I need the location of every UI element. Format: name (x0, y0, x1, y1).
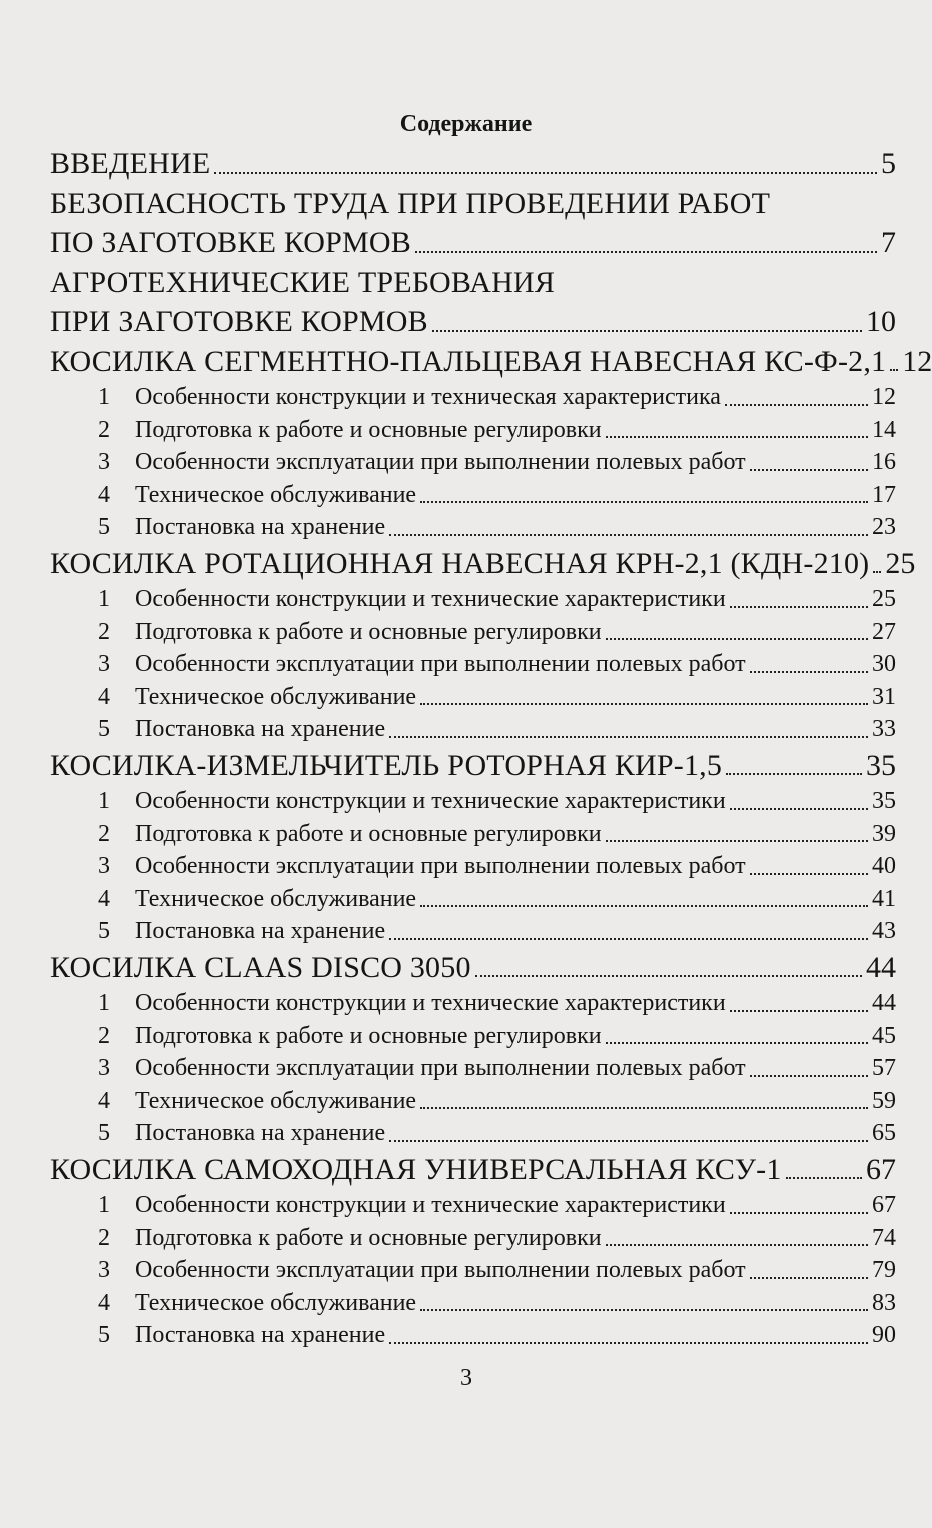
dot-leader (606, 1244, 868, 1246)
entry-title: Постановка на хранение (135, 1322, 386, 1348)
toc-subsection-entry (50, 1085, 896, 1118)
entry-title: КОСИЛКА-ИЗМЕЛЬЧИТЕЛЬ РОТОРНАЯ КИР-1,5 (50, 748, 723, 782)
entry-title: Подготовка к работе и основные регулировки (135, 820, 602, 847)
toc-subsection-entry (50, 1319, 896, 1352)
entry-page-number: 67 (866, 1152, 896, 1186)
section-number: 4 (98, 1289, 110, 1316)
entry-title: ПРИ ЗАГОТОВКЕ КОРМОВ (50, 305, 428, 338)
dot-leader (420, 905, 868, 907)
entry-title: Особенности конструкции и техническая характеристика (135, 384, 721, 410)
section-number: 3 (98, 1257, 110, 1283)
entry-title: ПО ЗАГОТОВКЕ КОРМОВ (50, 226, 411, 259)
entry-page-number: 7 (881, 226, 896, 259)
entry-page-number: 79 (872, 1257, 896, 1283)
entry-title: Техническое обслуживание (135, 885, 417, 912)
dot-leader (420, 703, 868, 705)
section-number: 3 (98, 853, 110, 879)
section-number: 4 (98, 1087, 110, 1114)
dot-leader (750, 469, 868, 471)
section-number: 5 (98, 1322, 110, 1348)
section-number: 4 (98, 481, 110, 508)
entry-title: Особенности эксплуатации при выполнении полевых работ (135, 1055, 746, 1081)
entry-page-number: 59 (872, 1087, 896, 1114)
entry-page-number: 10 (866, 305, 896, 338)
dot-leader (730, 606, 868, 608)
entry-page-number: 90 (872, 1322, 896, 1348)
section-number: 1 (98, 586, 110, 612)
toc-subsection-entry (50, 883, 896, 916)
toc-chapter-entry (50, 544, 916, 584)
dot-leader (725, 404, 868, 406)
entry-title: Особенности эксплуатации при выполнении полевых работ (135, 651, 746, 677)
dot-leader (389, 1342, 868, 1344)
toc-chapter-entry (50, 184, 896, 224)
entry-page-number: 17 (872, 481, 896, 508)
toc-chapter-entry (50, 948, 896, 988)
toc-subsection-entry (50, 1117, 896, 1150)
entry-title: Подготовка к работе и основные регулировки (135, 1022, 602, 1049)
section-number: 3 (98, 449, 110, 475)
entry-page-number: 83 (872, 1289, 896, 1316)
entry-title: КОСИЛКА РОТАЦИОННАЯ НАВЕСНАЯ КРН-2,1 (КДН-210) (50, 546, 870, 580)
toc-subsection-entry (50, 681, 896, 714)
section-number: 1 (98, 384, 110, 410)
toc-subsection-entry (50, 1052, 896, 1085)
entry-page-number: 43 (872, 918, 896, 944)
entry-title: Техническое обслуживание (135, 683, 417, 710)
table-of-contents (50, 144, 932, 1352)
entry-title: Особенности конструкции и технические характеристики (135, 1192, 726, 1218)
entry-page-number: 16 (872, 449, 896, 475)
section-number: 1 (98, 990, 110, 1016)
toc-subsection-entry (50, 414, 896, 447)
toc-subsection-entry (50, 616, 896, 649)
entry-title: Постановка на хранение (135, 514, 386, 540)
dot-leader (730, 808, 868, 810)
toc-subsection-entry (50, 850, 896, 883)
toc-subsection-entry (50, 1254, 896, 1287)
section-number: 3 (98, 1055, 110, 1081)
entry-title: Постановка на хранение (135, 716, 386, 742)
toc-subsection-entry (50, 583, 896, 616)
entry-page-number: 25 (885, 546, 916, 580)
entry-title: Особенности эксплуатации при выполнении полевых работ (135, 853, 746, 879)
toc-subsection-entry (50, 915, 896, 948)
toc-subsection-entry (50, 479, 896, 512)
toc-subsection-entry (50, 1287, 896, 1320)
entry-title: Особенности конструкции и технические характеристики (135, 586, 726, 612)
section-number: 2 (98, 618, 110, 645)
toc-subsection-entry (50, 785, 896, 818)
page-number: 3 (460, 1365, 472, 1391)
toc-chapter-entry (50, 144, 896, 184)
entry-page-number: 27 (872, 618, 896, 645)
section-number: 3 (98, 651, 110, 677)
entry-page-number: 35 (866, 748, 896, 782)
entry-page-number: 5 (881, 147, 896, 180)
entry-title: Особенности конструкции и технические характеристики (135, 990, 726, 1016)
entry-title: АГРОТЕХНИЧЕСКИЕ ТРЕБОВАНИЯ (50, 265, 556, 299)
dot-leader (389, 1140, 868, 1142)
dot-leader (750, 873, 868, 875)
entry-page-number: 57 (872, 1055, 896, 1081)
entry-title: КОСИЛКА СЕГМЕНТНО-ПАЛЬЦЕВАЯ НАВЕСНАЯ КС-Ф-2,1 (50, 344, 887, 378)
entry-page-number: 12 (872, 384, 896, 410)
dot-leader (606, 436, 868, 438)
section-number: 2 (98, 820, 110, 847)
toc-subsection-entry (50, 648, 896, 681)
toc-chapter-entry (50, 302, 896, 342)
toc-subsection-entry (50, 511, 896, 544)
entry-page-number: 25 (872, 586, 896, 612)
dot-leader (606, 1042, 868, 1044)
dot-leader (726, 773, 862, 775)
section-number: 4 (98, 683, 110, 710)
entry-page-number: 31 (872, 683, 896, 710)
section-number: 4 (98, 885, 110, 912)
toc-chapter-entry (50, 263, 896, 303)
entry-title: Техническое обслуживание (135, 481, 417, 508)
dot-leader (420, 1309, 868, 1311)
toc-subsection-entry (50, 446, 896, 479)
dot-leader (214, 172, 877, 174)
entry-title: КОСИЛКА CLAAS DISCO 3050 (50, 950, 471, 984)
entry-title: Особенности конструкции и технические характеристики (135, 788, 726, 814)
dot-leader (420, 501, 868, 503)
dot-leader (475, 975, 862, 977)
dot-leader (389, 736, 868, 738)
section-number: 5 (98, 1120, 110, 1146)
dot-leader (750, 1075, 868, 1077)
entry-page-number: 45 (872, 1022, 896, 1049)
entry-title: КОСИЛКА САМОХОДНАЯ УНИВЕРСАЛЬНАЯ КСУ-1 (50, 1152, 782, 1186)
toc-subsection-entry (50, 713, 896, 746)
dot-leader (606, 638, 868, 640)
entry-title: Постановка на хранение (135, 1120, 386, 1146)
dot-leader (389, 534, 868, 536)
entry-title: Техническое обслуживание (135, 1087, 417, 1114)
entry-title: Подготовка к работе и основные регулировки (135, 618, 602, 645)
dot-leader (890, 369, 898, 371)
entry-title: Техническое обслуживание (135, 1289, 417, 1316)
entry-page-number: 23 (872, 514, 896, 540)
section-number: 2 (98, 416, 110, 443)
entry-page-number: 44 (866, 950, 896, 984)
toc-subsection-entry (50, 818, 896, 851)
entry-page-number: 33 (872, 716, 896, 742)
dot-leader (389, 938, 868, 940)
entry-page-number: 35 (872, 788, 896, 814)
entry-page-number: 67 (872, 1192, 896, 1218)
section-number: 5 (98, 918, 110, 944)
toc-subsection-entry (50, 1020, 896, 1053)
entry-page-number: 14 (872, 416, 896, 443)
dot-leader (730, 1010, 868, 1012)
dot-leader (786, 1177, 862, 1179)
entry-title: БЕЗОПАСНОСТЬ ТРУДА ПРИ ПРОВЕДЕНИИ РАБОТ (50, 186, 771, 220)
entry-page-number: 12 (902, 344, 932, 378)
section-number: 1 (98, 788, 110, 814)
toc-title: Содержание (399, 111, 533, 137)
entry-title: Постановка на хранение (135, 918, 386, 944)
entry-title: ВВЕДЕНИЕ (50, 147, 211, 180)
entry-page-number: 41 (872, 885, 896, 912)
entry-title: Особенности эксплуатации при выполнении полевых работ (135, 1257, 746, 1283)
toc-chapter-entry (50, 746, 896, 786)
entry-page-number: 40 (872, 853, 896, 879)
entry-page-number: 74 (872, 1224, 896, 1251)
section-number: 1 (98, 1192, 110, 1218)
toc-subsection-entry (50, 1189, 896, 1222)
section-number: 2 (98, 1224, 110, 1251)
toc-subsection-entry (50, 1222, 896, 1255)
section-number: 5 (98, 514, 110, 540)
dot-leader (750, 1277, 868, 1279)
dot-leader (750, 671, 868, 673)
toc-chapter-entry (50, 223, 896, 263)
toc-chapter-entry (50, 1150, 896, 1190)
entry-page-number: 39 (872, 820, 896, 847)
entry-title: Подготовка к работе и основные регулировки (135, 1224, 602, 1251)
entry-page-number: 44 (872, 990, 896, 1016)
dot-leader (420, 1107, 868, 1109)
section-number: 2 (98, 1022, 110, 1049)
entry-title: Особенности эксплуатации при выполнении полевых работ (135, 449, 746, 475)
toc-chapter-entry (50, 342, 932, 382)
dot-leader (873, 571, 881, 573)
toc-subsection-entry (50, 987, 896, 1020)
entry-title: Подготовка к работе и основные регулировки (135, 416, 602, 443)
entry-page-number: 30 (872, 651, 896, 677)
section-number: 5 (98, 716, 110, 742)
dot-leader (415, 251, 877, 253)
dot-leader (606, 840, 868, 842)
toc-subsection-entry (50, 381, 896, 414)
entry-page-number: 65 (872, 1120, 896, 1146)
dot-leader (432, 330, 862, 332)
dot-leader (730, 1212, 868, 1214)
